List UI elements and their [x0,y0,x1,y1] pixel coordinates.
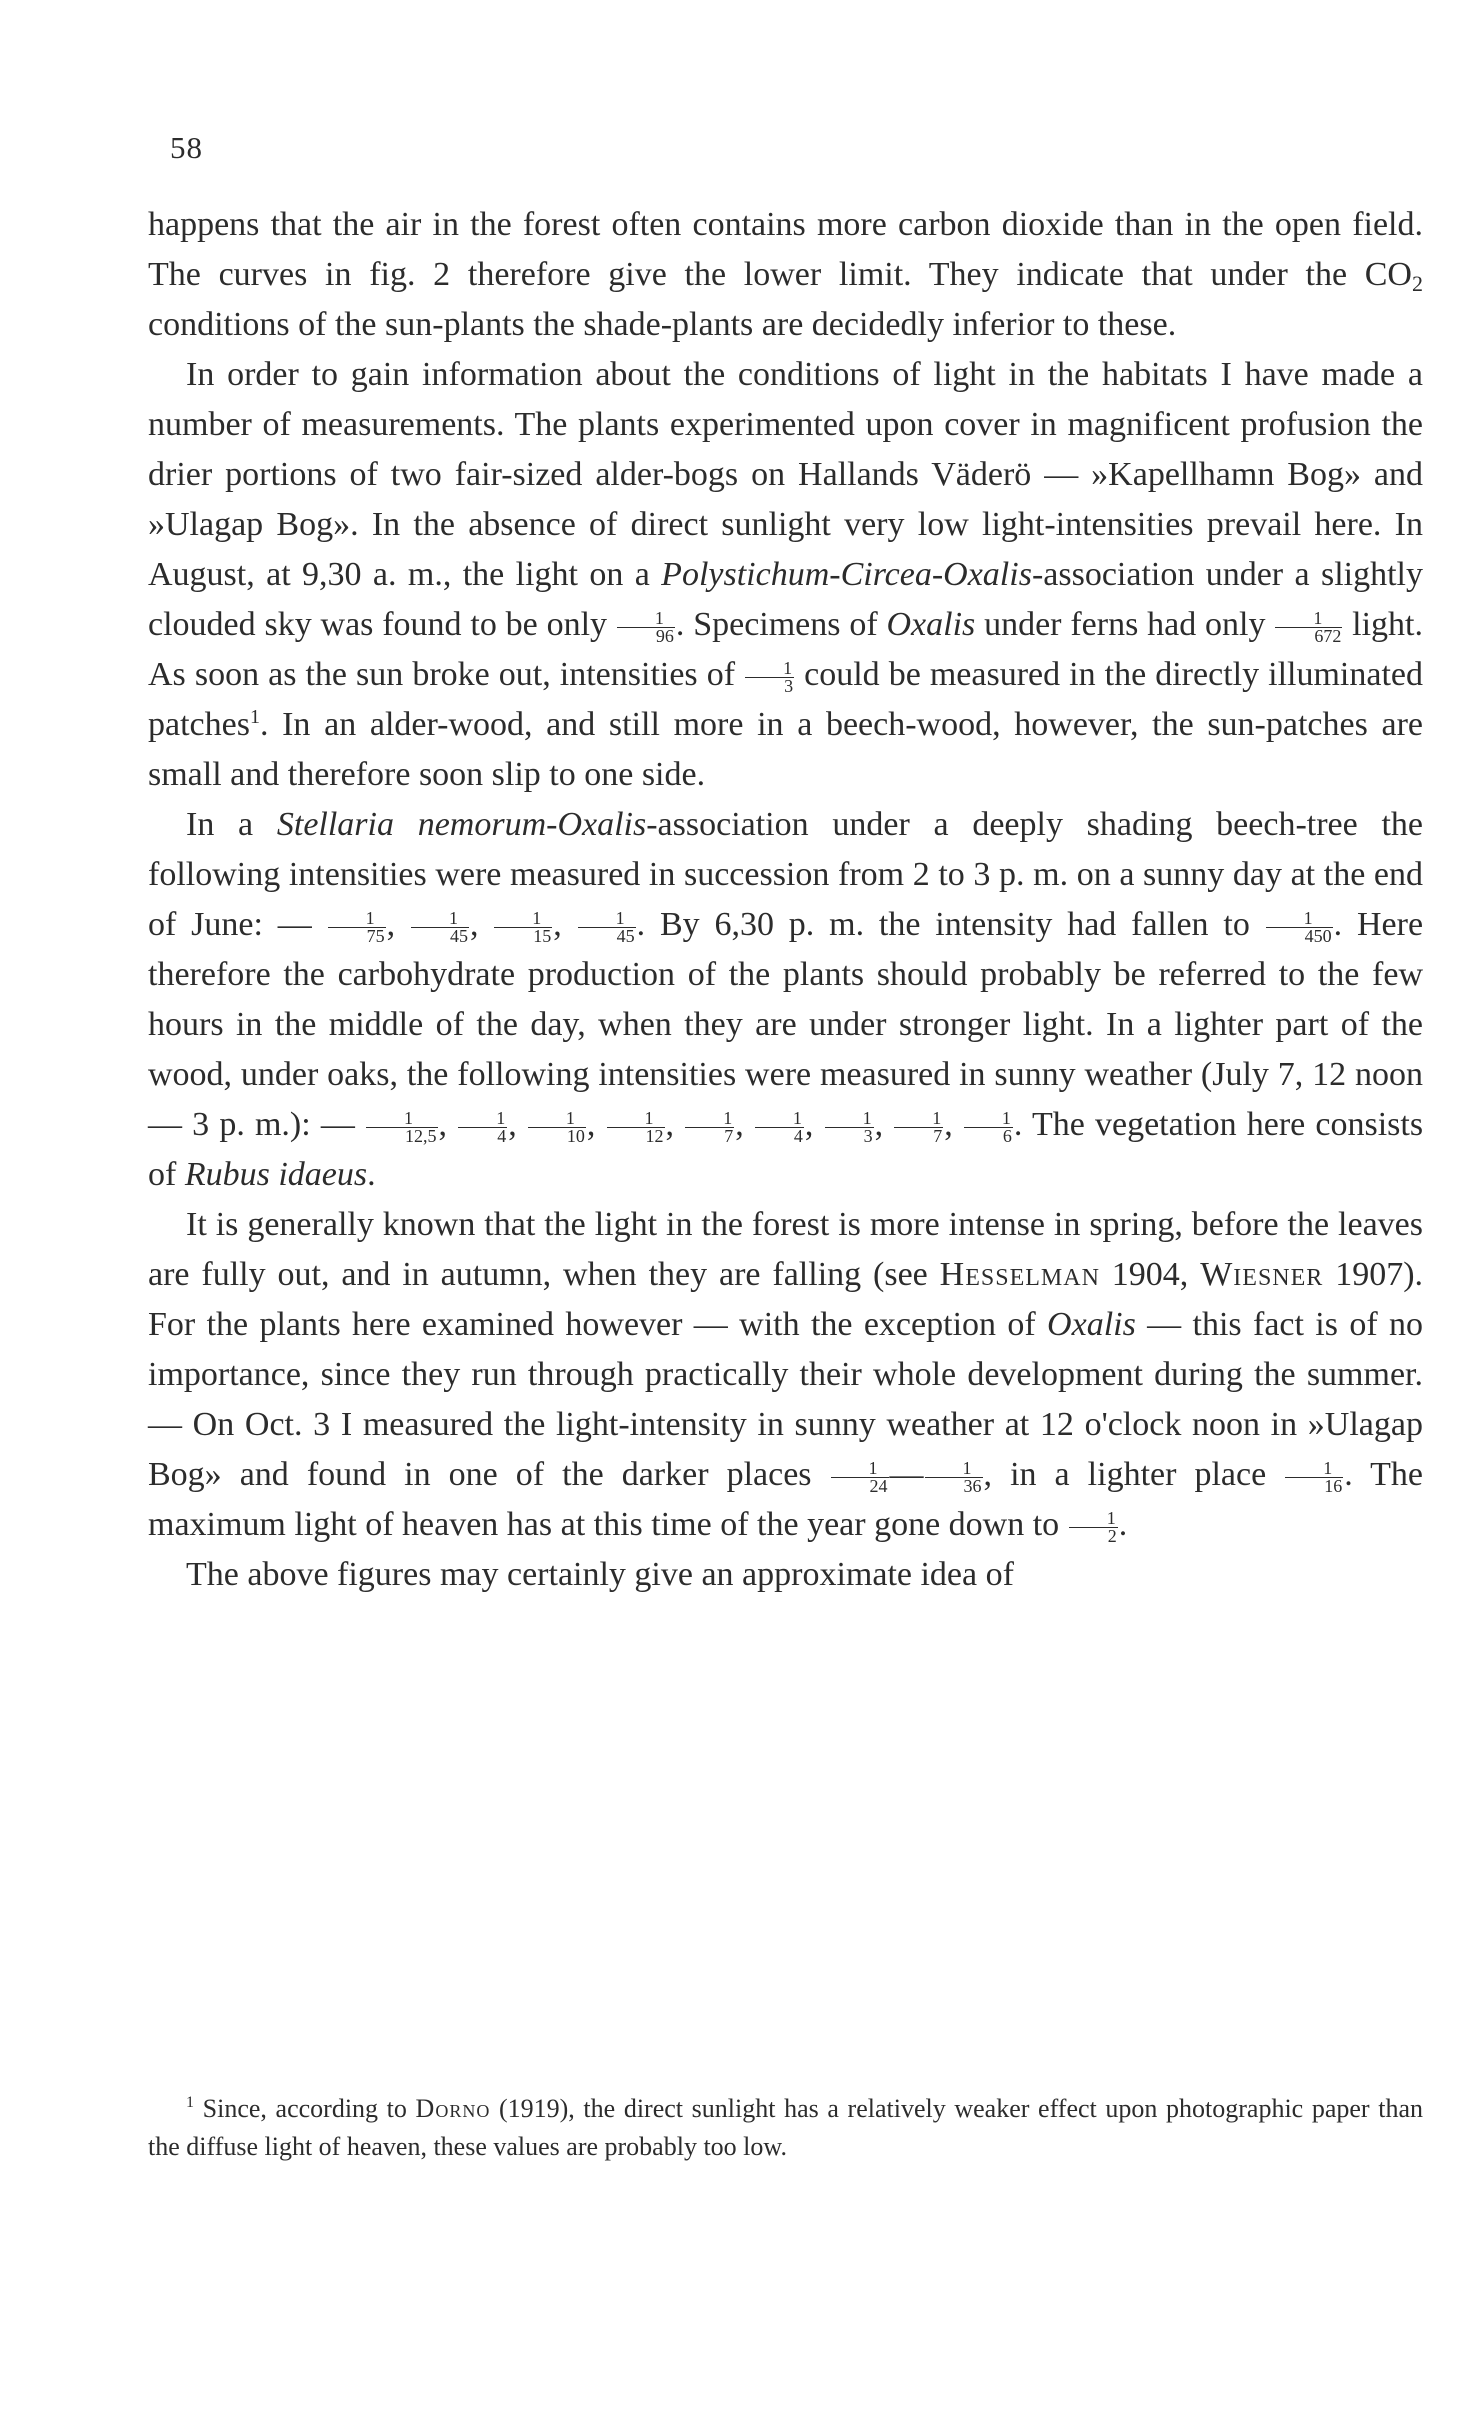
paragraph: In order to gain information about the conditions of light in the habitats I have made a number of measurements. The plants experimented upon cover in magnificent profusion the drier portions of two fair-sized alder-bogs on Hallands Väderö — »Kapellhamn Bog» and »Ulagap Bog». In the absence of direct sunlight very low light-intensities prevail here. In August, at 9,30 a. m., the light on a Polystichum-Circea-Oxalis-association under a slightly clouded sky was found to be only $\frac{1}{96}$ . Specimens of Oxalis under ferns had only $\frac{1}{672}$ light. As soon as the sun broke out, intensities of $\frac{1}{3}$ could be measured in the directly illuminated patches$^1$. In an alder-wood, and still more in a beech-wood, however, the sun-patches are small and therefore soon slip to one side. [148,356,1423,793]
paragraph: It is generally known that the light in the forest is more intense in spring, before the leaves are fully out, and in autumn, when they are falling (see Hesselman 1904, Wiesner 1907). For the plants here examined however — with the exception of Oxalis — this fact is of no importance, since they run through practically their whole development during the summer. — On Oct. 3 I measured the light-intensity in sunny weather at 12 o'clock noon in »Ulagap Bog» and found in one of the darker places $\frac{1}{24}$ — $\frac{1}{36}$ , in a lighter place $\frac{1}{16}$ . The maximum light of heaven has at this time of the year gone down to $\frac{1}{2}$ . [148,1206,1424,1546]
paragraph: The above figures may certainly give an approximate idea of [186,1556,1014,1593]
paragraph: happens that the air in the forest often contains more carbon dioxide than in the open field. The curves in fig. 2 therefore give the lower limit. They indicate that under the $CO_2$ conditions of the sun-plants the shade-plants are decidedly inferior to these. [148,206,1423,343]
page-number: 58 [170,130,203,165]
body-text [148,200,1423,1600]
paragraph: In a Stellaria nemorum-Oxalis-association under a deeply shading beech-tree the following intensities were measured in succession from 2 to 3 p. m. on a sunny day at the end of June: — $\frac{1}{75}$ , $\frac{1}{45}$ , $\frac{1}{15}$ , $\frac{1}{45}$ . By 6,30 p. m. the intensity had fallen to $\frac{1}{450}$ . Here therefore the carbohydrate production of the plants should probably be referred to the few hours in the middle of the day, when they are under stronger light. In a lighter part of the wood, under oaks, the following intensities were measured in sunny weather (July 7, 12 noon — 3 p. m.): — $\frac{1}{12,5}$ , $\frac{1}{4}$ , $\frac{1}{10}$ , $\frac{1}{12}$ , $\frac{1}{7}$ , $\frac{1}{4}$ , $\frac{1}{3}$ , $\frac{1}{7}$ , $\frac{1}{6}$ . The vegetation here consists of Rubus idaeus. [148,806,1424,1193]
footnote: $^1$ Since, according to Dorno (1919), the direct sunlight has a relatively weaker effect upon photographic paper than the diffuse light of heaven, these values are probably too low. [148,2094,1423,2161]
